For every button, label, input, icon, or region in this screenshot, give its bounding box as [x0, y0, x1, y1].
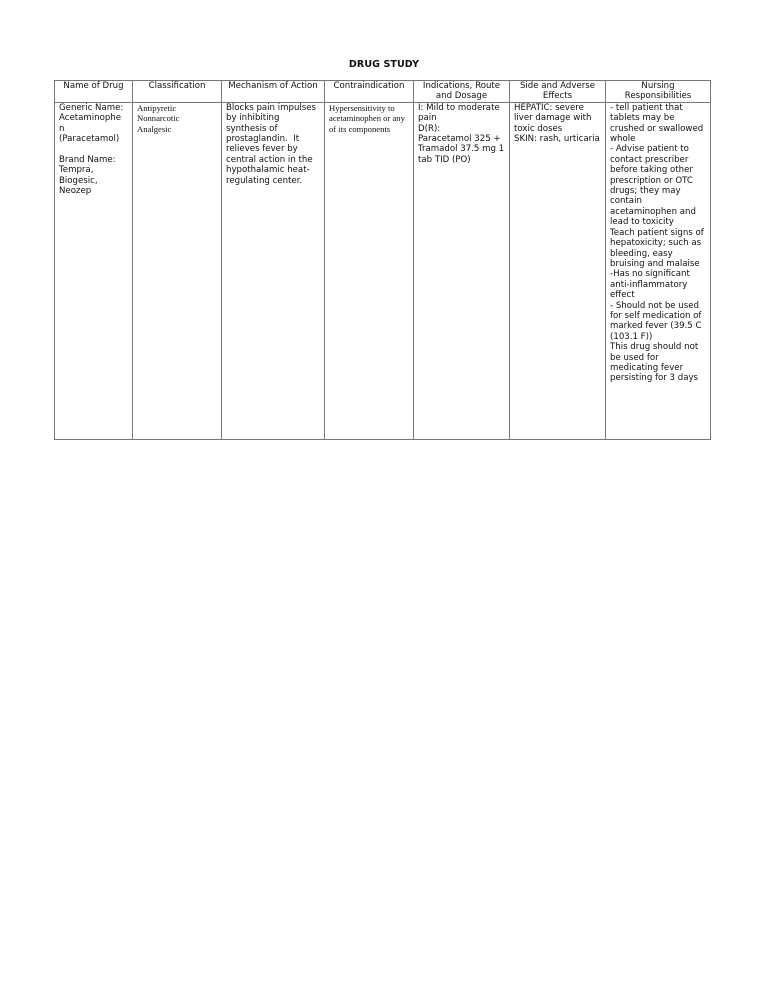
generic-name-label: Generic Name: — [59, 102, 124, 113]
indication-line-2: D(R): — [418, 123, 441, 134]
brand-name-2: Biogesic, — [59, 175, 98, 186]
side-effect-hepatic: HEPATIC: severe liver damage with toxic doses — [514, 102, 595, 134]
indication-line-1: I: Mild to moderate pain — [418, 102, 503, 124]
header-indications: Indications, Route and Dosage — [414, 81, 510, 103]
classification-3: Analgesic — [137, 123, 172, 134]
nursing-item-6: This drug should not be used for medicating fever persisting for 3 days — [610, 342, 701, 384]
cell-indications — [414, 102, 510, 439]
generic-name-part-1: Acetaminophe — [59, 113, 122, 124]
brand-name-label: Brand Name: — [59, 154, 116, 165]
header-side-effects: Side and Adverse Effects — [510, 81, 606, 103]
header-name-of-drug: Name of Drug — [55, 81, 133, 103]
nursing-item-2: - Advise patient to contact prescriber before taking other prescription or OTC drugs; they may contain acetaminophen and lead to toxicity — [610, 144, 699, 228]
nursing-item-1: - tell patient that tablets may be crushed or swallowed whole — [610, 102, 706, 145]
header-contraindication: Contraindication — [325, 81, 414, 103]
cell-nursing — [606, 102, 711, 439]
document-title: DRUG STUDY — [348, 59, 420, 70]
mechanism-text: Blocks pain impulses by inhibiting synthesis of prostaglandin. It relieves fever by central action in the hypothalamic heat-regulating center. — [226, 102, 319, 186]
classification-2: Nonnarcotic — [137, 113, 180, 124]
nursing-item-3: Teach patient signs of hepatoxicity; such as bleeding, easy bruising and malaise — [610, 227, 707, 269]
classification-1: Antipyretic — [137, 102, 177, 113]
generic-name-part-3: (Paracetamol) — [59, 134, 120, 145]
header-classification: Classification — [133, 81, 222, 103]
cell-name-of-drug — [55, 102, 133, 439]
cell-mechanism — [222, 102, 325, 439]
cell-contraindication — [325, 102, 414, 439]
brand-name-1: Tempra, — [59, 165, 94, 176]
generic-name-part-2: n — [59, 123, 65, 134]
cell-classification — [133, 102, 222, 439]
nursing-item-4: -Has no significant anti-inflammatory effect — [610, 269, 693, 301]
side-effect-skin: SKIN: rash, urticaria — [514, 134, 600, 145]
cell-side-effects — [510, 102, 606, 439]
header-row — [55, 81, 711, 103]
table-row — [55, 102, 711, 439]
header-nursing: Nursing Responsibilities — [606, 81, 711, 103]
nursing-item-5: - Should not be used for self medication of marked fever (39.5 C (103.1 F)) — [610, 300, 705, 342]
indication-line-3: Paracetamol 325 + Tramadol 37.5 mg 1 tab TID (PO) — [418, 134, 507, 165]
drug-study-table — [54, 80, 711, 440]
contraindication-text: Hypersensitivity to acetaminophen or any of its components — [329, 102, 408, 134]
header-mechanism: Mechanism of Action — [222, 81, 325, 103]
brand-name-3: Neozep — [59, 186, 92, 197]
